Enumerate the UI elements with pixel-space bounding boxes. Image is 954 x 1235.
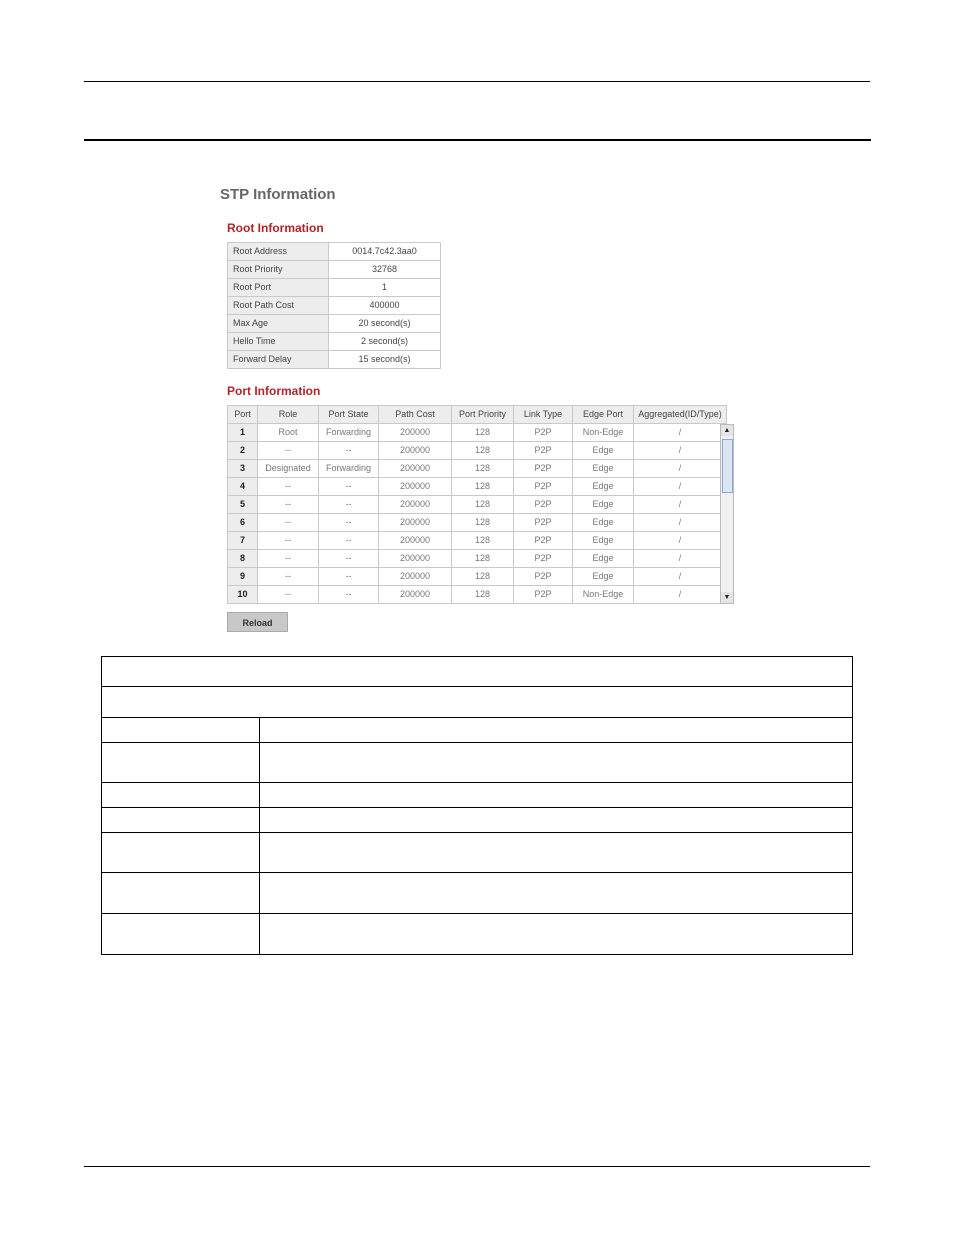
desc-text-cell	[260, 808, 853, 833]
port-cell: /	[634, 424, 727, 442]
port-cell: --	[319, 478, 379, 496]
port-cell: 200000	[379, 550, 452, 568]
port-col-header: Edge Port	[573, 406, 634, 424]
port-cell: Edge	[573, 496, 634, 514]
port-cell: --	[319, 514, 379, 532]
port-cell: 200000	[379, 424, 452, 442]
desc-label-cell	[102, 718, 260, 743]
root-info-row	[228, 333, 441, 351]
header-rule-thin	[84, 81, 870, 82]
port-number-cell: 5	[228, 496, 258, 514]
desc-label-cell	[102, 743, 260, 783]
port-cell: /	[634, 568, 727, 586]
port-cell: /	[634, 586, 727, 604]
port-cell: /	[634, 460, 727, 478]
port-cell: P2P	[514, 478, 573, 496]
port-number-cell: 10	[228, 586, 258, 604]
port-cell: 128	[452, 586, 514, 604]
port-cell: 128	[452, 514, 514, 532]
desc-row	[102, 783, 853, 808]
port-cell: 200000	[379, 514, 452, 532]
port-number-cell: 7	[228, 532, 258, 550]
port-cell: Edge	[573, 442, 634, 460]
desc-header-row	[102, 657, 853, 687]
port-cell: /	[634, 514, 727, 532]
port-number-cell: 4	[228, 478, 258, 496]
table-row	[228, 532, 727, 550]
table-row	[228, 496, 727, 514]
desc-text-cell	[260, 833, 853, 873]
port-cell: --	[319, 550, 379, 568]
port-cell: Edge	[573, 478, 634, 496]
desc-text-cell	[260, 718, 853, 743]
port-cell: P2P	[514, 586, 573, 604]
port-cell: /	[634, 442, 727, 460]
port-cell: --	[258, 478, 319, 496]
footer-rule	[84, 1166, 870, 1167]
port-cell: 200000	[379, 586, 452, 604]
port-cell: 128	[452, 442, 514, 460]
port-number-cell: 9	[228, 568, 258, 586]
port-cell: 128	[452, 424, 514, 442]
port-cell: --	[319, 496, 379, 514]
port-cell: Edge	[573, 532, 634, 550]
root-info-row	[228, 261, 441, 279]
root-info-label: Root Port	[228, 279, 329, 297]
port-col-header: Port State	[319, 406, 379, 424]
root-info-label: Root Address	[228, 243, 329, 261]
desc-row	[102, 718, 853, 743]
root-info-value: 32768	[329, 261, 441, 279]
port-cell: P2P	[514, 442, 573, 460]
port-cell: P2P	[514, 460, 573, 478]
desc-header-cell	[102, 657, 853, 687]
port-cell: /	[634, 478, 727, 496]
root-info-label: Hello Time	[228, 333, 329, 351]
port-cell: --	[258, 568, 319, 586]
port-cell: --	[258, 550, 319, 568]
port-cell: Forwarding	[319, 424, 379, 442]
port-cell: --	[258, 514, 319, 532]
table-row	[228, 586, 727, 604]
table-row	[228, 514, 727, 532]
desc-row	[102, 808, 853, 833]
port-cell: 200000	[379, 478, 452, 496]
port-cell: 128	[452, 460, 514, 478]
port-cell: Edge	[573, 568, 634, 586]
desc-row	[102, 914, 853, 955]
root-info-title: Root Information	[227, 221, 324, 235]
port-cell: --	[319, 586, 379, 604]
port-cell: Root	[258, 424, 319, 442]
desc-label-cell	[102, 783, 260, 808]
root-info-row	[228, 279, 441, 297]
port-col-header: Link Type	[514, 406, 573, 424]
port-cell: 200000	[379, 532, 452, 550]
root-info-row	[228, 315, 441, 333]
port-col-header: Port Priority	[452, 406, 514, 424]
port-cell: --	[319, 568, 379, 586]
desc-text-cell	[260, 743, 853, 783]
root-info-label: Root Path Cost	[228, 297, 329, 315]
table-row	[228, 568, 727, 586]
port-cell: Forwarding	[319, 460, 379, 478]
port-cell: P2P	[514, 532, 573, 550]
port-cell: Edge	[573, 550, 634, 568]
port-cell: P2P	[514, 496, 573, 514]
root-info-value: 15 second(s)	[329, 351, 441, 369]
port-col-header: Port	[228, 406, 258, 424]
port-col-header: Role	[258, 406, 319, 424]
root-info-value: 400000	[329, 297, 441, 315]
port-number-cell: 6	[228, 514, 258, 532]
port-cell: 128	[452, 532, 514, 550]
port-table-scrollbar[interactable]	[720, 424, 734, 604]
root-info-row	[228, 297, 441, 315]
port-cell: Non-Edge	[573, 586, 634, 604]
root-info-label: Max Age	[228, 315, 329, 333]
port-cell: P2P	[514, 424, 573, 442]
desc-row	[102, 743, 853, 783]
desc-subheader-cell	[102, 687, 853, 718]
reload-button[interactable]: Reload	[227, 612, 288, 632]
root-info-value: 1	[329, 279, 441, 297]
desc-text-cell	[260, 783, 853, 808]
desc-text-cell	[260, 914, 853, 955]
port-cell: --	[258, 586, 319, 604]
desc-label-cell	[102, 833, 260, 873]
scroll-thumb[interactable]	[722, 439, 733, 493]
port-number-cell: 3	[228, 460, 258, 478]
port-cell: Non-Edge	[573, 424, 634, 442]
port-info-scroll-area[interactable]	[227, 405, 735, 605]
port-cell: 200000	[379, 442, 452, 460]
port-cell: Designated	[258, 460, 319, 478]
port-cell: 200000	[379, 460, 452, 478]
scroll-up-icon[interactable]: ▲	[721, 425, 733, 436]
root-info-row	[228, 351, 441, 369]
port-number-cell: 1	[228, 424, 258, 442]
page-title: STP Information	[220, 186, 336, 203]
table-row	[228, 424, 727, 442]
root-info-label: Forward Delay	[228, 351, 329, 369]
port-col-header: Path Cost	[379, 406, 452, 424]
root-info-label: Root Priority	[228, 261, 329, 279]
desc-text-cell	[260, 873, 853, 914]
port-cell: 128	[452, 478, 514, 496]
port-cell: --	[258, 496, 319, 514]
port-cell: P2P	[514, 514, 573, 532]
scroll-down-icon[interactable]: ▼	[721, 592, 733, 603]
desc-row	[102, 873, 853, 914]
table-row	[228, 550, 727, 568]
table-row	[228, 478, 727, 496]
port-cell: P2P	[514, 568, 573, 586]
desc-label-cell	[102, 914, 260, 955]
desc-label-cell	[102, 873, 260, 914]
desc-subheader-row	[102, 687, 853, 718]
desc-label-cell	[102, 808, 260, 833]
port-cell: P2P	[514, 550, 573, 568]
header-rule-thick	[84, 139, 871, 141]
description-table	[101, 656, 853, 955]
port-cell: 128	[452, 568, 514, 586]
root-info-row	[228, 243, 441, 261]
root-info-value: 0014.7c42.3aa0	[329, 243, 441, 261]
port-number-cell: 8	[228, 550, 258, 568]
port-cell: Edge	[573, 514, 634, 532]
port-cell: --	[319, 532, 379, 550]
table-row	[228, 460, 727, 478]
port-cell: 200000	[379, 568, 452, 586]
port-cell: /	[634, 532, 727, 550]
port-cell: 128	[452, 550, 514, 568]
port-cell: 128	[452, 496, 514, 514]
port-cell: 200000	[379, 496, 452, 514]
port-cell: --	[319, 442, 379, 460]
port-cell: --	[258, 442, 319, 460]
root-info-value: 20 second(s)	[329, 315, 441, 333]
port-cell: /	[634, 550, 727, 568]
desc-row	[102, 833, 853, 873]
port-cell: --	[258, 532, 319, 550]
table-row	[228, 442, 727, 460]
port-cell: Edge	[573, 460, 634, 478]
root-info-value: 2 second(s)	[329, 333, 441, 351]
port-col-header: Aggregated(ID/Type)	[634, 406, 727, 424]
port-cell: /	[634, 496, 727, 514]
root-info-table	[227, 242, 441, 369]
port-number-cell: 2	[228, 442, 258, 460]
port-info-title: Port Information	[227, 384, 321, 398]
port-info-table	[227, 405, 727, 604]
